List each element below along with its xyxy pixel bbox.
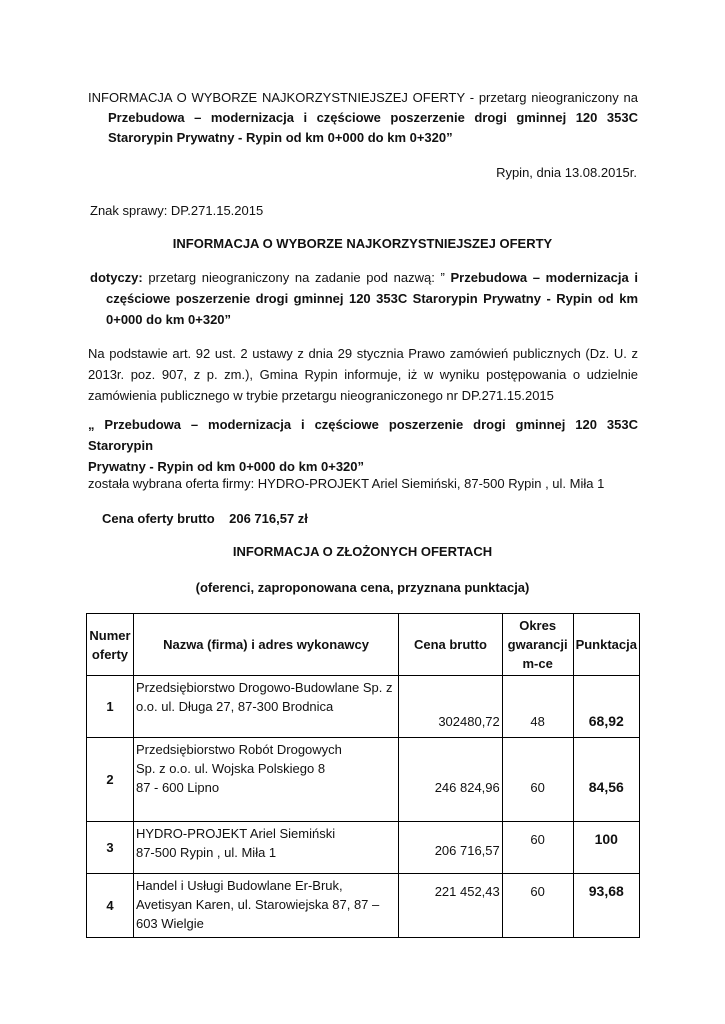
heading-offers-subtitle: (oferenci, zaproponowana cena, przyznana punktacja) <box>195 580 530 595</box>
table-header-row <box>87 614 640 676</box>
header-warranty-line-3: m-ce <box>522 656 553 671</box>
header-warranty <box>502 614 573 676</box>
offer-price-label: Cena oferty brutto <box>102 511 215 526</box>
header-warranty-line-2: gwarancji <box>507 637 568 652</box>
cell-offer-number: 2 <box>87 738 134 822</box>
cell-offer-number: 4 <box>87 874 134 938</box>
cell-warranty: 60 <box>502 822 573 874</box>
heading-submitted-offers: INFORMACJA O ZŁOŻONYCH OFERTACH <box>232 544 493 559</box>
header-warranty-line-1: Okres <box>519 618 557 633</box>
contractor-name-line-1: Handel i Usługi Budowlane Er-Bruk, <box>135 878 343 893</box>
offer-price-value: 206 716,57 zł <box>229 511 308 526</box>
cell-contractor-name <box>133 676 398 738</box>
table-row <box>87 874 640 938</box>
regarding-label: dotyczy: <box>90 270 143 285</box>
contractor-name-line-3: 87 - 600 Lipno <box>135 780 220 795</box>
cell-price: 246 824,96 <box>399 738 503 822</box>
contract-subject <box>88 414 638 477</box>
header-price: Cena brutto <box>399 614 503 676</box>
regarding-line-1-bold: Przebudowa – modernizacja i <box>450 270 639 285</box>
intro-line-2: Przebudowa – modernizacja i częściowe poszerzenie drogi gminnej 120 353C <box>108 110 638 125</box>
table-row <box>87 738 640 822</box>
basis-line-1: Na podstawie art. 92 ust. 2 ustawy z dnia 29 stycznia Prawo zamówień publicznych (Dz. U. z <box>88 346 638 361</box>
cell-price: 302480,72 <box>399 676 503 738</box>
intro-line-1: INFORMACJA O WYBORZE NAJKORZYSTNIEJSZEJ OFERTY - przetarg nieograniczony na <box>88 90 638 105</box>
cell-price: 221 452,43 <box>399 874 503 938</box>
regarding-line-3: 0+000 do km 0+320” <box>106 312 232 327</box>
table-row <box>87 822 640 874</box>
basis-line-2: 2013r. poz. 907, z p. zm.), Gmina Rypin informuje, iż w wyniku postępowania o udzielnie <box>88 367 638 382</box>
header-number-line-2: oferty <box>91 646 129 662</box>
contractor-name-line-1: HYDRO-PROJEKT Ariel Siemiński <box>135 826 336 841</box>
case-reference: Znak sprawy: DP.271.15.2015 <box>90 203 264 218</box>
cell-warranty: 60 <box>502 874 573 938</box>
cell-points: 68,92 <box>573 676 639 738</box>
cell-points: 84,56 <box>573 738 639 822</box>
contractor-name-line-3: 603 Wielgie <box>135 916 204 931</box>
contractor-name-line-2: Avetisyan Karen, ul. Starowiejska 87, 87 – <box>135 897 380 912</box>
subject-line-1: „ Przebudowa – modernizacja i częściowe poszerzenie drogi gminnej 120 353C Starorypin <box>88 417 638 453</box>
regarding-line-1-plain: przetarg nieograniczony na zadanie pod nazwą: ” <box>148 270 445 285</box>
cell-points: 93,68 <box>573 874 639 938</box>
heading-best-offer: INFORMACJA O WYBORZE NAJKORZYSTNIEJSZEJ OFERTY <box>172 236 553 251</box>
regarding-line-2: częściowe poszerzenie drogi gminnej 120 353C Starorypin Prywatny - Rypin od km <box>106 291 638 306</box>
contractor-name-line-2: 87-500 Rypin , ul. Miła 1 <box>135 845 277 860</box>
cell-contractor-name <box>133 874 398 938</box>
cell-contractor-name <box>133 822 398 874</box>
cell-contractor-name <box>133 738 398 822</box>
header-contractor-name: Nazwa (firma) i adres wykonawcy <box>133 614 398 676</box>
cell-warranty: 60 <box>502 738 573 822</box>
contractor-name-line-1: Przedsiębiorstwo Robót Drogowych <box>135 742 342 757</box>
document-date: Rypin, dnia 13.08.2015r. <box>496 165 637 180</box>
cell-points: 100 <box>573 822 639 874</box>
intro-paragraph <box>88 88 638 148</box>
contractor-name-line-2: o.o. ul. Długa 27, 87-300 Brodnica <box>135 699 334 714</box>
header-offer-number <box>87 614 134 676</box>
table-row <box>87 676 640 738</box>
legal-basis-paragraph <box>88 343 638 406</box>
cell-offer-number: 1 <box>87 676 134 738</box>
cell-price: 206 716,57 <box>399 822 503 874</box>
header-number-line-1: Numer <box>89 627 131 643</box>
chosen-offer-text: została wybrana oferta firmy: HYDRO-PROJEKT Ariel Siemiński, 87-500 Rypin , ul. Miła 1 <box>88 476 605 491</box>
offers-table <box>86 613 640 938</box>
cell-warranty: 48 <box>502 676 573 738</box>
contractor-name-line-1: Przedsiębiorstwo Drogowo-Budowlane Sp. z <box>135 680 393 695</box>
contractor-name-line-2: Sp. z o.o. ul. Wojska Polskiego 8 <box>135 761 326 776</box>
regarding-line-1 <box>90 267 638 288</box>
offer-price <box>102 509 308 529</box>
regarding-paragraph <box>90 267 638 330</box>
basis-line-3: zamówienia publicznego w trybie przetargu nieograniczonego nr DP.271.15.2015 <box>88 388 554 403</box>
subject-line-2: Prywatny - Rypin od km 0+000 do km 0+320” <box>88 459 365 474</box>
header-points: Punktacja <box>573 614 639 676</box>
cell-offer-number: 3 <box>87 822 134 874</box>
intro-line-3: Starorypin Prywatny - Rypin od km 0+000 do km 0+320” <box>108 130 453 145</box>
